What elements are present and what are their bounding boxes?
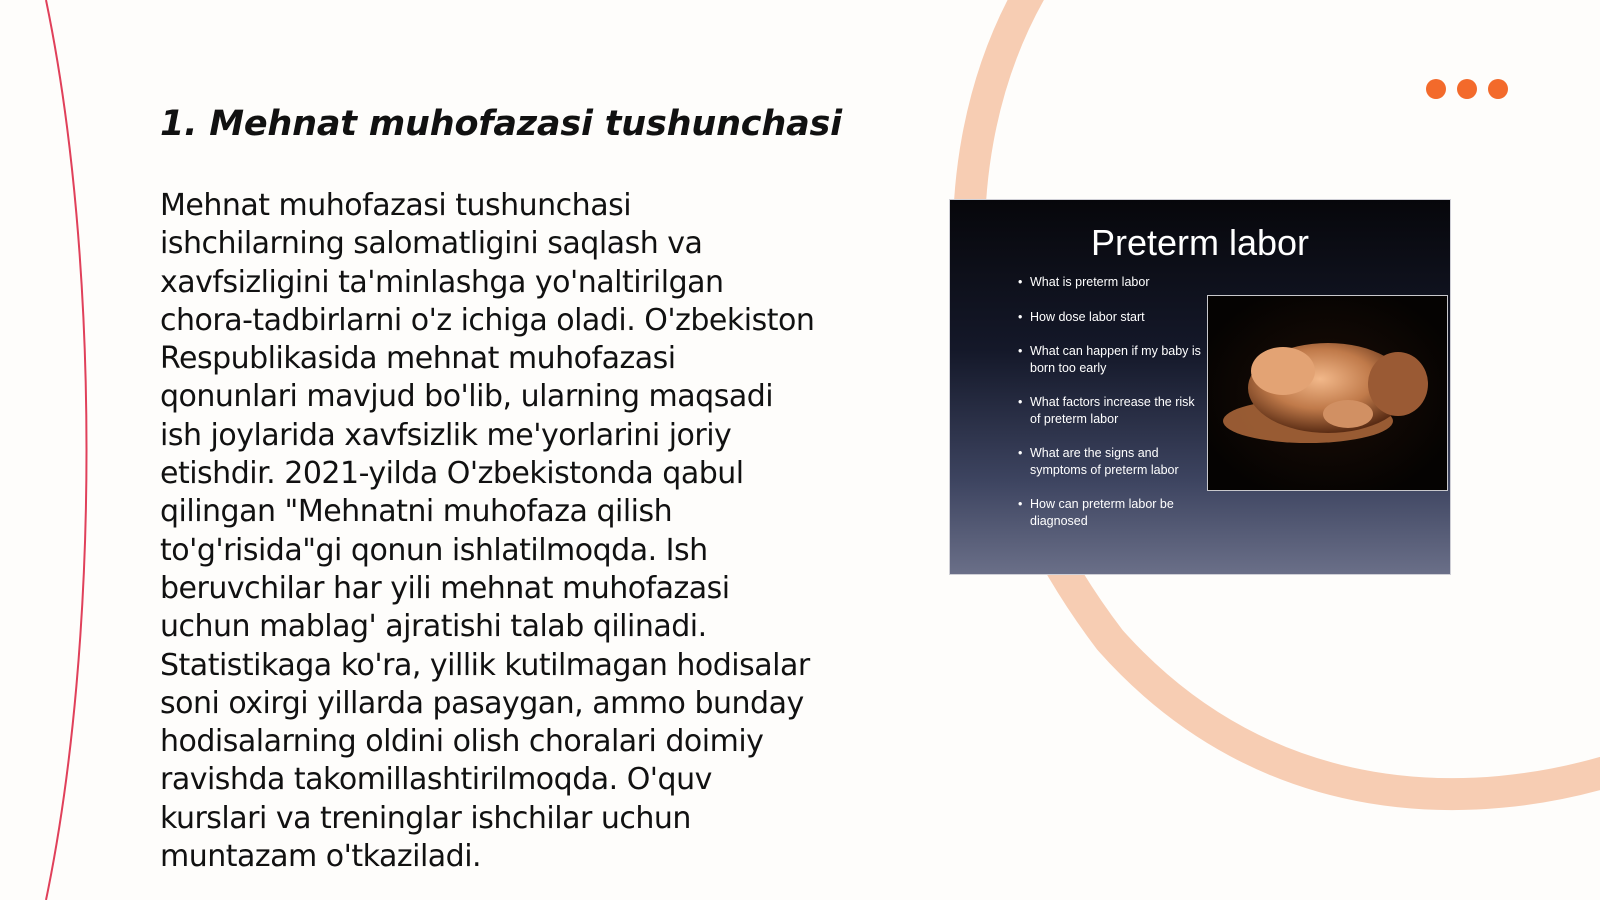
newborn-baby-photo-icon — [1207, 295, 1448, 491]
dot-icon — [1488, 79, 1508, 99]
body-line: xavfsizligini ta'minlashga yo'naltirilgan — [160, 264, 724, 300]
dot-icon — [1426, 79, 1446, 99]
body-line: chora-tadbirlarni o'z ichiga oladi. O'zbekiston — [160, 302, 815, 338]
body-line: Mehnat muhofazasi tushunchasi — [160, 188, 632, 223]
body-line: hodisalarning oldini olish choralari doimiy — [160, 724, 764, 760]
slide-bullet: • What factors increase the risk of preterm labor — [1018, 394, 1208, 427]
slide-bullet: • How can preterm labor be diagnosed — [1018, 496, 1208, 529]
body-line: beruvchilar har yili mehnat muhofazasi — [160, 570, 730, 606]
dot-icon — [1457, 79, 1477, 99]
page-title: 1. Mehnat muhofazasi tushunchasi — [160, 104, 842, 144]
embedded-slide-image — [950, 200, 1450, 574]
body-line: ishchilarning salomatligini saqlash va — [160, 226, 703, 262]
left-red-curve — [46, 0, 87, 900]
body-line: soni oxirgi yillarda pasaygan, ammo bunday — [160, 685, 804, 721]
body-line: ish joylarida xavfsizlik me'yorlarini joriy — [160, 417, 732, 453]
slide-bullet-list — [1018, 274, 1208, 529]
body-line: etishdir. 2021-yilda O'zbekistonda qabul — [160, 456, 744, 492]
menu-dots-icon — [1426, 79, 1508, 99]
slide-bullet: • What is preterm labor — [1018, 274, 1208, 291]
body-line: ravishda takomillashtirilmoqda. O'quv — [160, 762, 712, 798]
body-line: to'g'risida"gi qonun ishlatilmoqda. Ish — [160, 532, 708, 568]
body-line: qilingan "Mehnatni muhofaza qilish — [160, 494, 673, 530]
slide-title: Preterm labor — [1090, 222, 1310, 263]
slide-bullet: • What can happen if my baby is born too early — [1018, 343, 1208, 376]
body-line: Respublikasida mehnat muhofazasi — [160, 341, 676, 377]
body-line: muntazam o'tkaziladi. — [160, 839, 482, 875]
slide-bullet: • What are the signs and symptoms of preterm labor — [1018, 445, 1208, 478]
body-line: qonunlari mavjud bo'lib, ularning maqsadi — [160, 379, 774, 415]
body-line: uchun mablag' ajratishi talab qilinadi. — [160, 609, 707, 645]
slide-bullet: • How dose labor start — [1018, 309, 1208, 326]
body-line: kurslari va treninglar ishchilar uchun — [160, 800, 691, 836]
body-line: Statistikaga ko'ra, yillik kutilmagan hodisalar — [160, 647, 810, 683]
body-paragraph — [160, 187, 850, 876]
